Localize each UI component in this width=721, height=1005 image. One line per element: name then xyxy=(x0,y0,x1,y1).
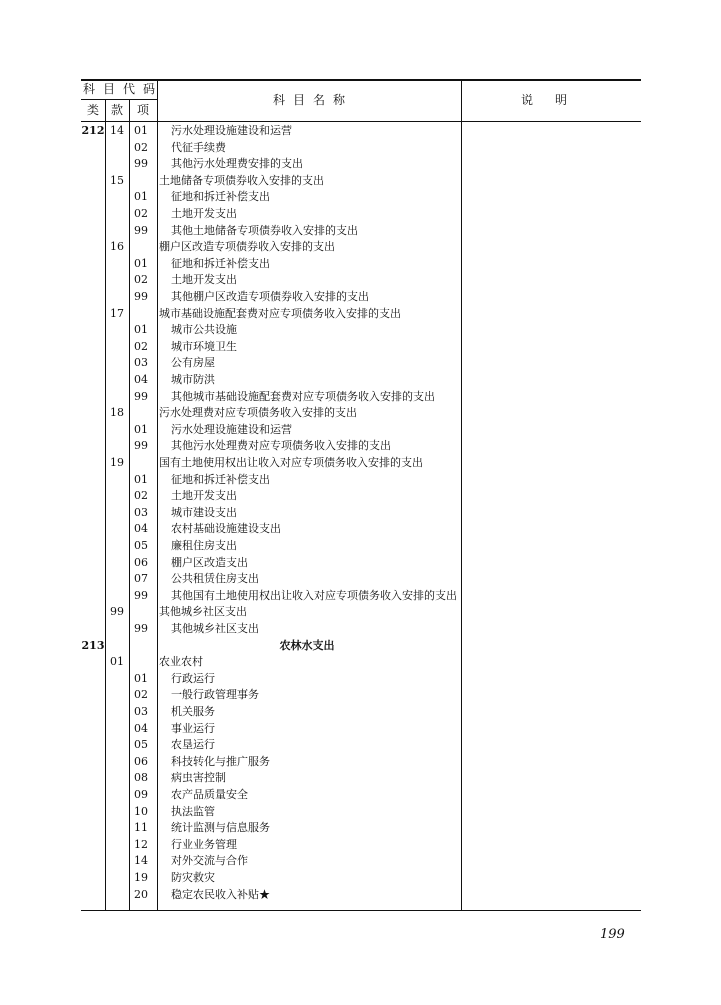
xiang-code: 06 xyxy=(134,555,148,569)
subject-name: 代征手续费 xyxy=(171,140,226,154)
header-subject-name: 科目名称 xyxy=(272,93,353,107)
xiang-code: 02 xyxy=(134,688,148,702)
kuan-code: 17 xyxy=(110,306,124,320)
xiang-code: 04 xyxy=(134,373,148,386)
lei-code: 213 xyxy=(81,638,105,652)
subject-name: 土地开发支出 xyxy=(171,489,237,503)
subject-name: 其他土地储备专项债券收入安排的支出 xyxy=(171,223,358,237)
kuan-code: 14 xyxy=(110,124,124,137)
header-lei: 类 xyxy=(86,103,107,117)
subject-name: 其他污水处理费安排的支出 xyxy=(171,157,303,171)
subject-name: 国有土地使用权出让收入对应专项债务收入安排的支出 xyxy=(159,456,423,469)
xiang-code: 11 xyxy=(134,821,148,835)
xiang-code: 01 xyxy=(134,323,148,337)
subject-name: 农林水支出 xyxy=(279,638,335,652)
subject-name: 污水处理设施建设和运营 xyxy=(171,422,292,436)
subject-name: 城市防洪 xyxy=(171,373,215,386)
xiang-code: 07 xyxy=(134,572,148,586)
subject-name: 病虫害控制 xyxy=(171,771,226,785)
kuan-code: 16 xyxy=(110,240,124,254)
subject-name: 一般行政管理事务 xyxy=(171,688,259,702)
header-bottom-rule xyxy=(81,121,641,122)
xiang-code: 01 xyxy=(134,422,148,436)
xiang-code: 14 xyxy=(134,854,148,868)
kuan-code: 01 xyxy=(110,655,124,669)
xiang-code: 01 xyxy=(134,472,148,486)
subject-name: 土地储备专项债券收入安排的支出 xyxy=(159,173,324,187)
xiang-code: 99 xyxy=(134,290,148,303)
subject-name: 其他城乡社区支出 xyxy=(159,605,247,619)
xiang-code: 04 xyxy=(134,721,148,735)
xiang-code: 99 xyxy=(134,223,148,237)
xiang-code: 06 xyxy=(134,754,148,768)
subject-name: 对外交流与合作 xyxy=(171,854,248,868)
subject-name: 科技转化与推广服务 xyxy=(171,754,270,768)
subject-name: 公有房屋 xyxy=(171,356,215,370)
xiang-code: 01 xyxy=(134,124,148,137)
subject-name: 执法监管 xyxy=(171,804,215,818)
subject-name: 污水处理设施建设和运营 xyxy=(171,124,292,137)
xiang-code: 99 xyxy=(134,588,148,602)
xiang-code: 02 xyxy=(134,140,148,154)
subject-name: 其他城市基础设施配套费对应专项债务收入安排的支出 xyxy=(171,389,435,403)
subject-name: 征地和拆迁补偿支出 xyxy=(171,256,270,270)
xiang-code: 99 xyxy=(134,622,148,635)
subject-name: 行业业务管理 xyxy=(171,837,237,851)
kuan-code: 99 xyxy=(110,605,124,619)
subject-name: 其他棚户区改造专项债券收入安排的支出 xyxy=(171,290,369,303)
xiang-code: 10 xyxy=(134,804,148,818)
subject-name: 征地和拆迁补偿支出 xyxy=(171,472,270,486)
xiang-code: 04 xyxy=(134,522,148,536)
subject-name: 事业运行 xyxy=(171,721,215,735)
code-name-divider xyxy=(157,79,158,911)
xiang-code: 02 xyxy=(134,273,148,287)
subject-name: 行政运行 xyxy=(171,671,215,685)
kuan-code: 19 xyxy=(110,456,124,469)
code-group-divider xyxy=(81,99,157,100)
xiang-code: 02 xyxy=(134,339,148,353)
subject-name: 防灾救灾 xyxy=(171,871,215,884)
xiang-code: 03 xyxy=(134,356,148,370)
subject-name: 机关服务 xyxy=(171,705,215,718)
table-bottom-rule xyxy=(81,910,641,911)
xiang-code: 99 xyxy=(134,439,148,453)
subject-name: 稳定农民收入补贴★ xyxy=(171,887,270,901)
page-number: 199 xyxy=(600,927,625,942)
kuan-code: 18 xyxy=(110,406,124,420)
header-kuan: 款 xyxy=(110,103,131,117)
xiang-code: 03 xyxy=(134,505,148,519)
xiang-code: 08 xyxy=(134,771,148,785)
subject-name: 农垦运行 xyxy=(171,738,215,752)
xiang-code: 02 xyxy=(134,489,148,503)
xiang-code: 20 xyxy=(134,887,148,901)
subject-name: 城市基础设施配套费对应专项债务收入安排的支出 xyxy=(159,306,401,320)
header-xiang: 项 xyxy=(136,103,157,117)
subject-name: 农产品质量安全 xyxy=(171,788,248,801)
subject-name: 廉租住房支出 xyxy=(171,539,237,552)
xiang-code: 02 xyxy=(134,207,148,220)
xiang-code: 19 xyxy=(134,871,148,884)
subject-name: 棚户区改造专项债券收入安排的支出 xyxy=(159,240,335,254)
subject-name: 污水处理费对应专项债务收入安排的支出 xyxy=(159,406,357,420)
subject-name: 土地开发支出 xyxy=(171,207,237,220)
subject-name: 统计监测与信息服务 xyxy=(171,821,270,835)
xiang-code: 01 xyxy=(134,256,148,270)
name-note-divider xyxy=(461,79,462,911)
subject-name: 棚户区改造支出 xyxy=(171,555,248,569)
subject-name: 其他污水处理费对应专项债务收入安排的支出 xyxy=(171,439,391,453)
xiang-code: 99 xyxy=(134,389,148,403)
xiang-code: 09 xyxy=(134,788,148,801)
kuan-code: 15 xyxy=(110,173,124,187)
header-code-group: 科目代码 xyxy=(82,82,163,96)
xiang-code: 01 xyxy=(134,671,148,685)
header-note: 说明 xyxy=(520,93,589,107)
subject-code-table xyxy=(81,79,641,911)
subject-name: 城市环境卫生 xyxy=(171,339,237,353)
subject-name: 其他国有土地使用权出让收入对应专项债务收入安排的支出 xyxy=(171,588,457,602)
xiang-code: 99 xyxy=(134,157,148,171)
xiang-code: 12 xyxy=(134,837,148,851)
xiang-code: 03 xyxy=(134,705,148,718)
subject-name: 农业农村 xyxy=(159,655,203,669)
xiang-code: 05 xyxy=(134,738,148,752)
subject-name: 城市公共设施 xyxy=(171,323,237,337)
subject-name: 征地和拆迁补偿支出 xyxy=(171,190,270,204)
subject-name: 土地开发支出 xyxy=(171,273,237,287)
lei-code: 212 xyxy=(81,124,105,137)
xiang-code: 01 xyxy=(134,190,148,204)
subject-name: 农村基础设施建设支出 xyxy=(171,522,281,536)
subject-name: 公共租赁住房支出 xyxy=(171,572,259,586)
subject-name: 其他城乡社区支出 xyxy=(171,622,259,635)
table-top-rule xyxy=(81,79,641,81)
subject-name: 城市建设支出 xyxy=(171,505,237,519)
xiang-code: 05 xyxy=(134,539,148,552)
